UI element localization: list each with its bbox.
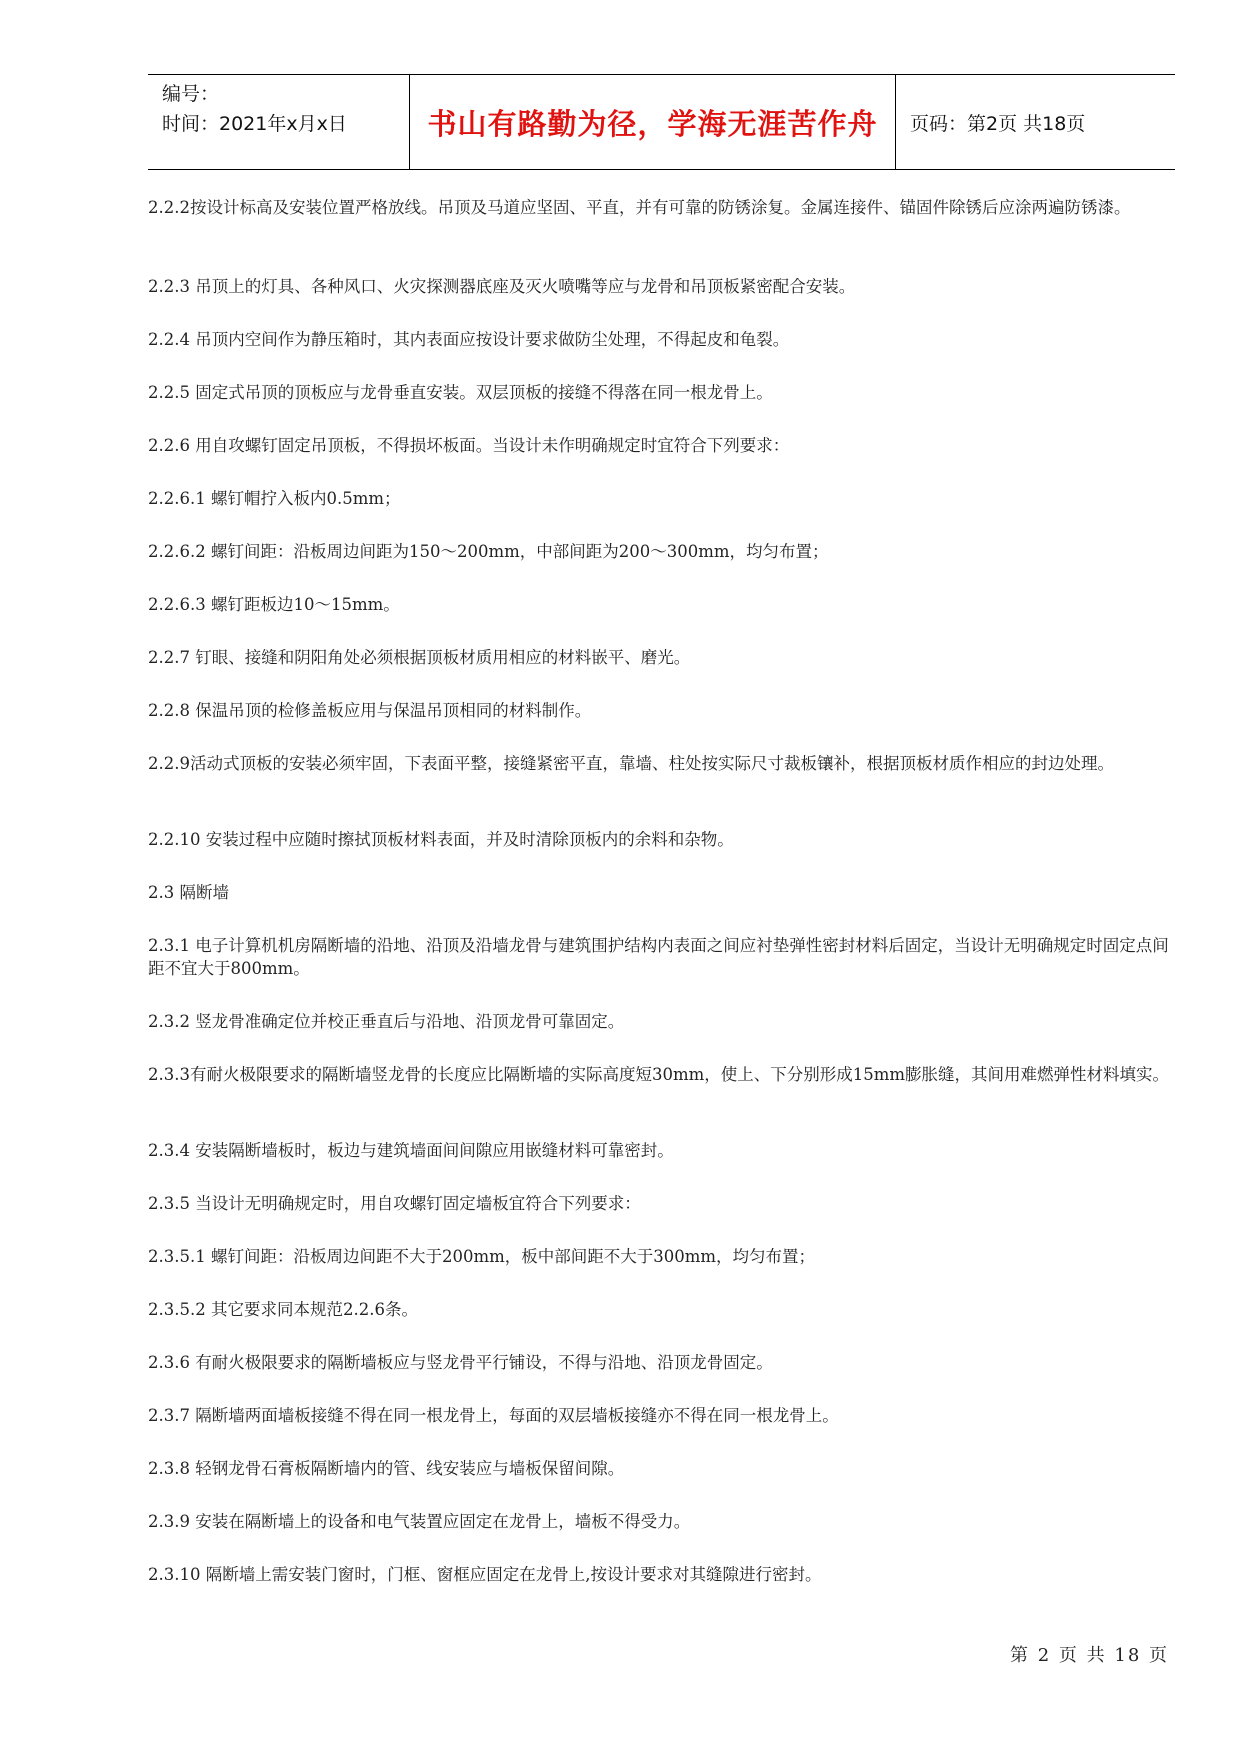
body-paragraph: 2.3.5 当设计无明确规定时，用自攻螺钉固定墙板宜符合下列要求： (148, 1194, 641, 1213)
header-motto-cell (410, 75, 896, 169)
header-page-label: 页码：第2页 共18页 (910, 112, 1086, 135)
body-paragraph: 2.3.5.2 其它要求同本规范2.2.6条。 (148, 1300, 418, 1319)
body-paragraph: 2.3.7 隔断墙两面墙板接缝不得在同一根龙骨上，每面的双层墙板接缝亦不得在同一根龙骨上。 (148, 1406, 839, 1425)
body-paragraph: 2.2.6 用自攻螺钉固定吊顶板，不得损坏板面。当设计未作明确规定时宜符合下列要求： (148, 436, 790, 455)
header-motto: 书山有路勤为径，学海无涯苦作舟 (427, 106, 878, 141)
body-paragraph: 2.3.1 电子计算机机房隔断墙的沿地、沿顶及沿墙龙骨与建筑围护结构内表面之间应衬垫弹性密封材料后固定，当设计无明确规定时固定点间距不宜大于800mm。 (148, 936, 1169, 978)
body-paragraph: 2.2.4 吊顶内空间作为静压箱时，其内表面应按设计要求做防尘处理，不得起皮和龟裂。 (148, 330, 790, 349)
body-paragraph: 2.2.6.1 螺钉帽拧入板内0.5mm； (148, 489, 401, 508)
body-paragraph: 2.2.2按设计标高及安装位置严格放线。吊顶及马道应坚固、平直，并有可靠的防锈涂复。金属连接件、锚固件除锈后应涂两遍防锈漆。 (148, 198, 1131, 217)
body-paragraph: 2.2.7 钉眼、接缝和阴阳角处必须根据顶板材质用相应的材料嵌平、磨光。 (148, 648, 691, 667)
body-paragraph: 2.2.6.2 螺钉间距：沿板周边间距为150～200mm，中部间距为200～300mm，均匀布置； (148, 542, 829, 561)
body-paragraph: 2.3.6 有耐火极限要求的隔断墙板应与竖龙骨平行铺设，不得与沿地、沿顶龙骨固定。 (148, 1353, 773, 1372)
body-paragraph: 2.3.5.1 螺钉间距：沿板周边间距不大于200mm，板中部间距不大于300mm，均匀布置； (148, 1247, 816, 1266)
document-number-label: 编号： (162, 83, 220, 105)
body-paragraph: 2.2.9活动式顶板的安装必须牢固，下表面平整，接缝紧密平直，靠墙、柱处按实际尺寸裁板镶补，根据顶板材质作相应的封边处理。 (148, 754, 1114, 773)
body-paragraph: 2.3.9 安装在隔断墙上的设备和电气装置应固定在龙骨上，墙板不得受力。 (148, 1512, 691, 1531)
body-paragraph: 2.2.5 固定式吊顶的顶板应与龙骨垂直安装。双层顶板的接缝不得落在同一根龙骨上。 (148, 383, 773, 402)
body-paragraph: 2.3 隔断墙 (148, 883, 229, 902)
body-paragraph: 2.3.2 竖龙骨准确定位并校正垂直后与沿地、沿顶龙骨可靠固定。 (148, 1012, 625, 1031)
page-footer: 第 2 页 共 18 页 (1010, 1645, 1169, 1666)
header-page-cell (896, 75, 1175, 169)
page-header (148, 74, 1175, 170)
body-paragraph: 2.3.4 安装隔断墙板时，板边与建筑墙面间间隙应用嵌缝材料可靠密封。 (148, 1141, 674, 1160)
body-paragraph: 2.3.8 轻钢龙骨石膏板隔断墙内的管、线安装应与墙板保留间隙。 (148, 1459, 625, 1478)
body-paragraph: 2.2.6.3 螺钉距板边10～15mm。 (148, 595, 400, 614)
header-meta (148, 75, 410, 169)
body-paragraph: 2.3.10 隔断墙上需安装门窗时，门框、窗框应固定在龙骨上,按设计要求对其缝隙进行密封。 (148, 1565, 822, 1584)
body-paragraph: 2.2.10 安装过程中应随时擦拭顶板材料表面，并及时清除顶板内的余料和杂物。 (148, 830, 734, 849)
body-paragraph: 2.2.3 吊顶上的灯具、各种风口、火灾探测器底座及灭火喷嘴等应与龙骨和吊顶板紧密配合安装。 (148, 277, 856, 296)
body-paragraph: 2.2.8 保温吊顶的检修盖板应用与保温吊顶相同的材料制作。 (148, 701, 592, 720)
document-date-label: 时间：2021年x月x日 (162, 113, 347, 135)
body-paragraph: 2.3.3有耐火极限要求的隔断墙竖龙骨的长度应比隔断墙的实际高度短30mm，使上、下分别形成15mm膨胀缝，其间用难燃弹性材料填实。 (148, 1065, 1170, 1084)
